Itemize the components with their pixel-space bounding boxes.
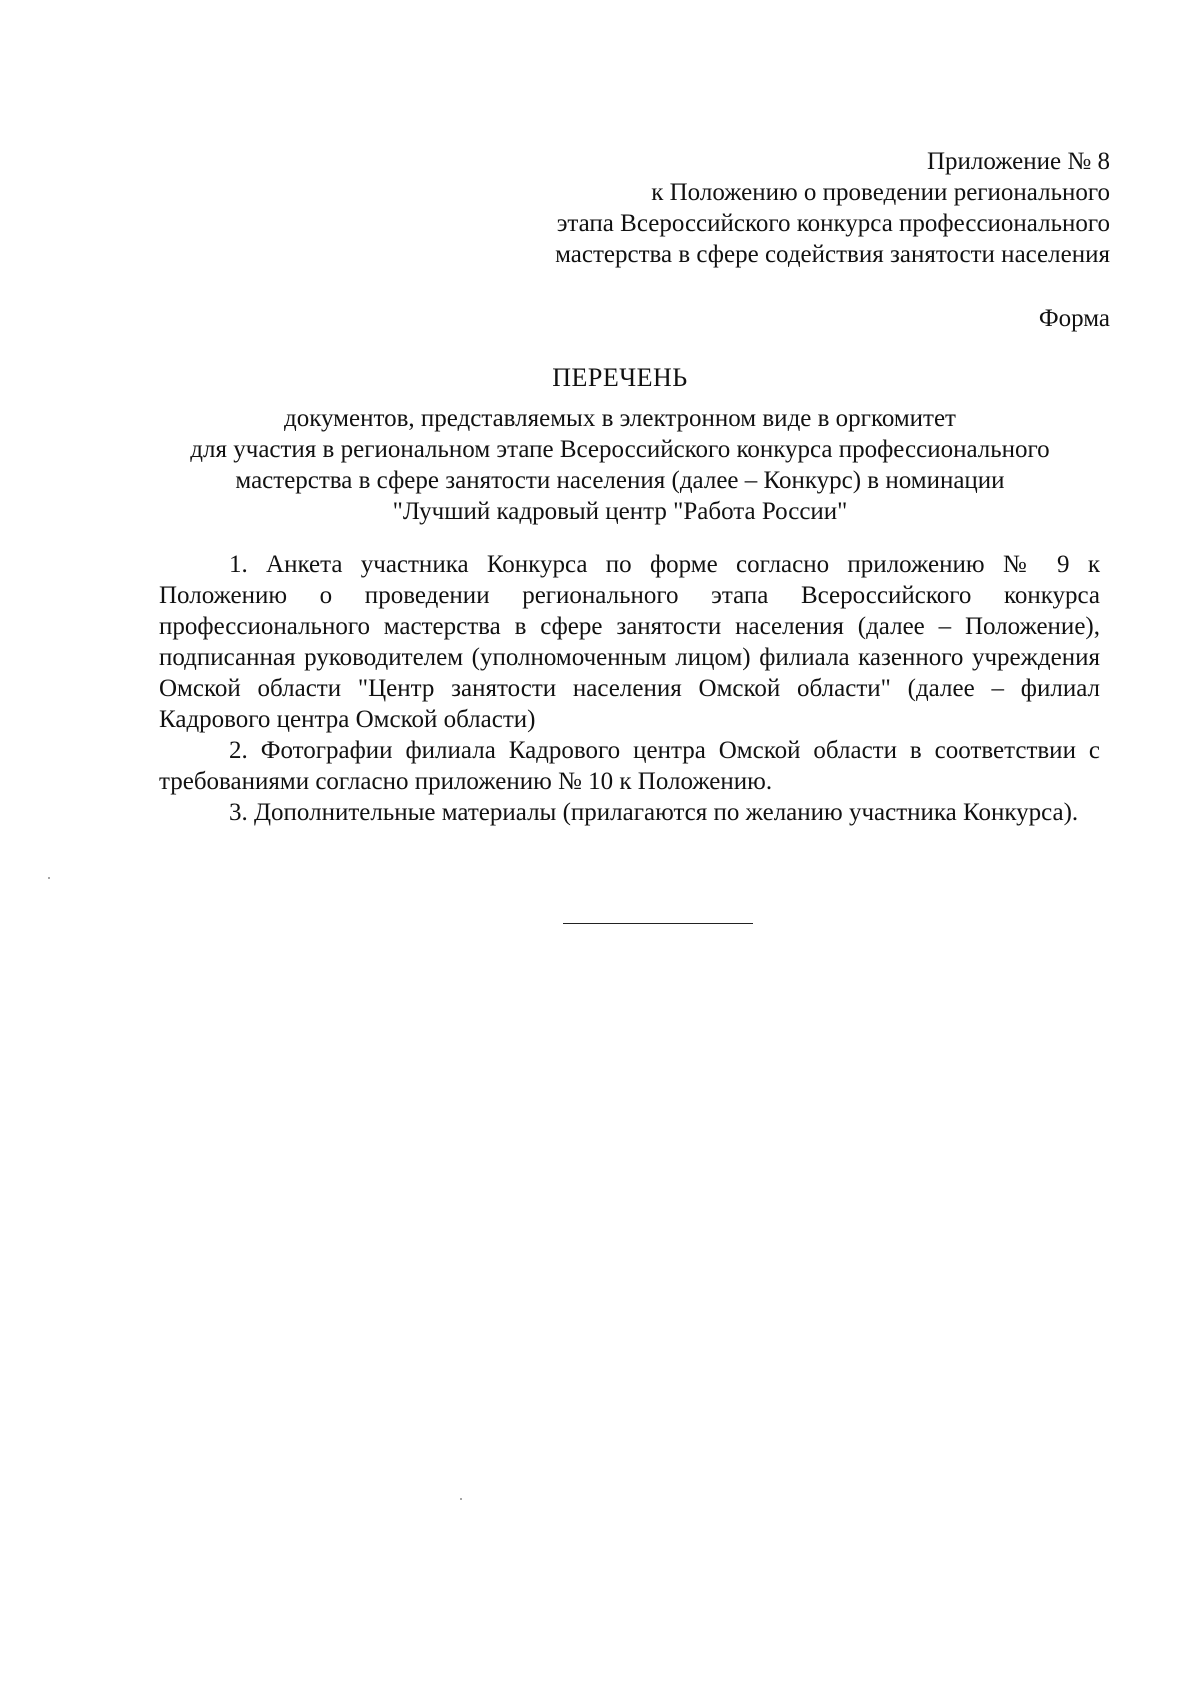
scan-speck [460, 1498, 462, 1500]
title-subline: "Лучший кадровый центр "Работа России" [392, 498, 848, 525]
appendix-number: Приложение № 8 [926, 148, 1110, 175]
document-list [159, 549, 1100, 828]
scan-speck [48, 877, 50, 879]
list-item: 3. Дополнительные материалы (прилагаются по желанию участника Конкурса). [229, 799, 1079, 826]
appendix-ref-line: этапа Всероссийского конкурса профессионального [556, 210, 1110, 237]
appendix-ref-line: мастерства в сфере содействия занятости населения [555, 241, 1110, 268]
appendix-ref-line: к Положению о проведении регионального [651, 179, 1110, 206]
appendix-header [555, 146, 1110, 270]
title-subline: для участия в региональном этапе Всероссийского конкурса профессионального [190, 436, 1050, 463]
document-title-block [80, 362, 1160, 527]
closing-rule [563, 923, 753, 924]
list-item: 1. Анкета участника Конкурса по форме согласно приложению № 9 к Положению о проведении регионального этапа Всероссийского конкурса профессионального мастерства в сфере занятости населения (далее – Положение), подписанная руководителем (уполномоченным лицом) филиала казенного учреждения Омской области "Центр занятости населения Омской области" (далее – филиал Кадрового центра Омской области) [159, 551, 1100, 733]
form-label: Форма [1038, 305, 1110, 332]
title-subline: документов, представляемых в электронном виде в оргкомитет [284, 405, 956, 432]
list-item: 2. Фотографии филиала Кадрового центра Омской области в соответствии с требованиями согласно приложению № 10 к Положению. [159, 737, 1100, 795]
document-title: ПЕРЕЧЕНЬ [552, 363, 688, 392]
title-subline: мастерства в сфере занятости населения (далее – Конкурс) в номинации [235, 467, 1005, 494]
